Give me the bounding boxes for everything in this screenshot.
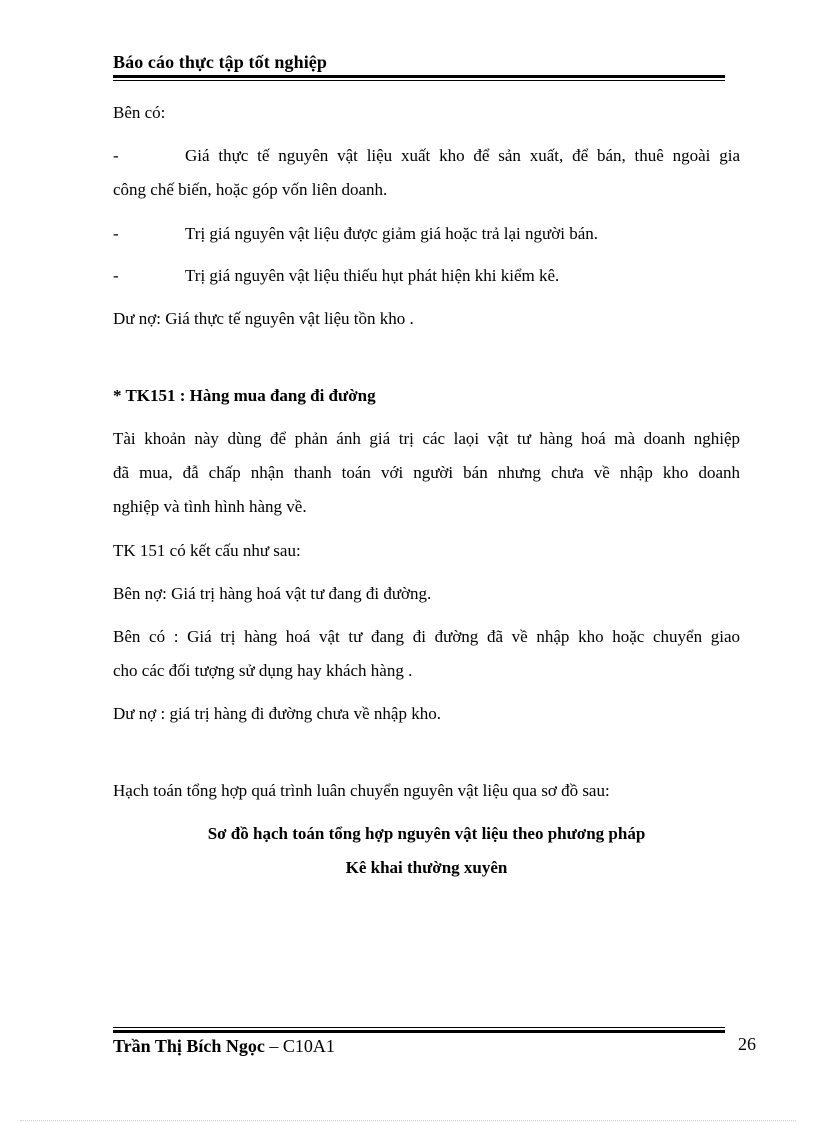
ben-co-line-2: cho các đối tượng sử dụng hay khách hàng . [113, 661, 413, 680]
class-code: C10A1 [282, 1036, 335, 1056]
bullet-2: Trị giá nguyên vật liệu được giảm giá hoặc trả lại người bán. [185, 224, 598, 243]
bullet-1-line-1: Giá thực tế nguyên vật liệu xuất kho để sản xuất, để bán, thuê ngoài gia [185, 146, 740, 165]
bullet-1-line-2: công chế biến, hoặc góp vốn liên doanh. [113, 180, 388, 199]
summary-intro: Hạch toán tổng hợp quá trình luân chuyển nguyên vật liệu qua sơ đồ sau: [113, 781, 610, 800]
header-rule-thin [113, 80, 725, 81]
footer-separator: – [264, 1036, 283, 1056]
du-no-inventory: Dư nợ: Giá thực tế nguyên vật liệu tồn kho . [113, 309, 414, 328]
ben-co-label: Bên có: [113, 103, 166, 122]
tk151-heading: * TK151 : Hàng mua đang đi đường [113, 386, 376, 405]
page-edge-divider [20, 1120, 796, 1121]
ben-co-line-1: Bên có : Giá trị hàng hoá vật tư đang đi đường đã về nhập kho hoặc chuyển giao [113, 627, 740, 646]
diagram-title-line-1: Sơ đồ hạch toán tổng hợp nguyên vật liệu theo phương pháp [207, 824, 646, 843]
header-rule-thick [113, 75, 725, 78]
ben-no-line: Bên nợ: Giá trị hàng hoá vật tư đang đi đường. [113, 584, 432, 603]
page-header-title: Báo cáo thực tập tốt nghiệp [113, 52, 328, 72]
bullet-3: Trị giá nguyên vật liệu thiếu hụt phát hiện khi kiểm kê. [185, 266, 560, 285]
bullet-marker: - [113, 146, 119, 165]
footer-rule-thin [113, 1027, 725, 1028]
structure-intro: TK 151 có kết cấu như sau: [113, 541, 301, 560]
bullet-marker: - [113, 224, 119, 243]
footer-rule-thick [113, 1030, 725, 1033]
author-name: Trần Thị Bích Ngọc [113, 1036, 265, 1056]
paragraph-line-1: Tài khoản này dùng để phản ánh giá trị các laọi vật tư hàng hoá mà doanh nghiệp [113, 429, 740, 448]
du-no-in-transit: Dư nợ : giá trị hàng đi đường chưa về nhập kho. [113, 704, 441, 723]
paragraph-line-3: nghiệp và tình hình hàng về. [113, 497, 307, 516]
footer-author [113, 1036, 335, 1057]
paragraph-line-2: đã mua, đẫ chấp nhận thanh toán với người bán nhưng chưa về nhập kho doanh [113, 463, 740, 482]
bullet-marker: - [113, 266, 119, 285]
diagram-title-line-2: Kê khai thường xuyên [345, 858, 508, 877]
page-number: 26 [738, 1034, 756, 1054]
